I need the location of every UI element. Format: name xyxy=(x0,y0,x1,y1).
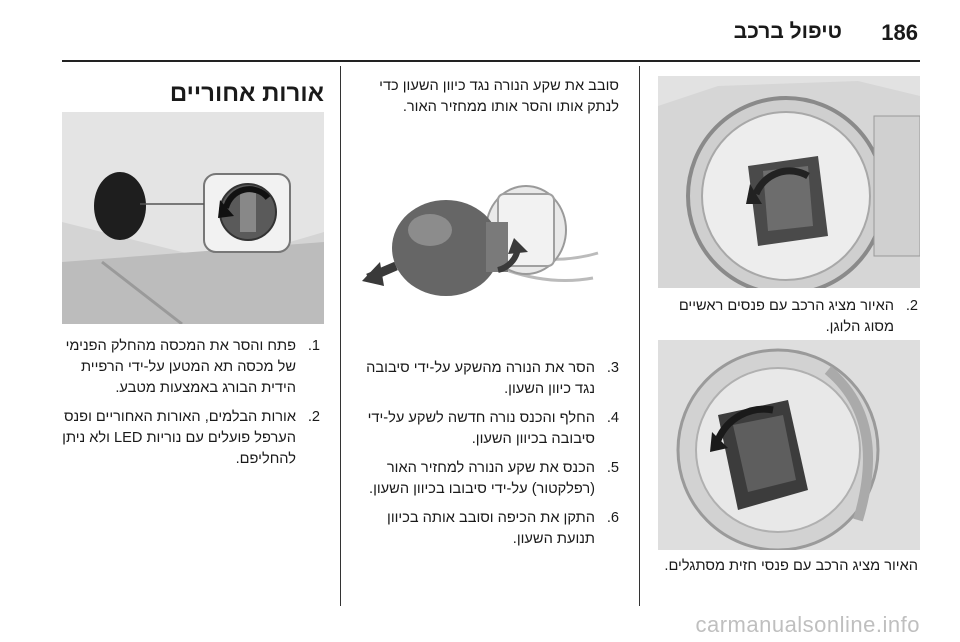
step-text: התקן את הכיפה וסובב אותה בכיוון תנועת השעון. xyxy=(387,510,595,547)
bulb-removal-illustration-icon xyxy=(358,138,620,348)
tail-light-access-icon xyxy=(62,112,324,324)
step-number: 1. xyxy=(307,338,320,354)
step-text: הסר את הנורה מהשקע על-ידי סיבובה נגד כיוון השעון. xyxy=(366,360,595,397)
page-header-title: טיפול ברכב xyxy=(733,20,842,43)
step-text: הכנס את שקע הנורה למחזיר האור (רפלקטור) על-ידי סיבובו בכיוון השעון. xyxy=(369,460,595,497)
step-text: אורות הבלמים, האורות האחוריים ופנס הערפל פועלים עם נוריות LED ולא ניתן להחליפם. xyxy=(62,409,296,467)
page-number: 186 xyxy=(881,20,918,45)
halogen-headlamp-photo xyxy=(658,76,920,288)
step-number: 5. xyxy=(606,460,619,476)
step-number: 2. xyxy=(307,409,320,425)
adaptive-headlamp-bulb-socket-icon xyxy=(658,340,920,550)
header-divider xyxy=(62,60,920,62)
step-text: פתח והסר את המכסה מהחלק הפנימי של מכסה תא המטען על-ידי הרפיית הידית הבורג באמצעות מטבע. xyxy=(65,338,296,396)
step-number: 4. xyxy=(606,410,619,426)
halogen-headlamp-bulb-socket-icon xyxy=(658,76,920,288)
step-number: 3. xyxy=(606,360,619,376)
step-text: החלף והכנס נורה חדשה לשקע על-ידי סיבובה בכיוון השעון. xyxy=(367,410,595,447)
step-number: 2. xyxy=(905,298,918,314)
adaptive-headlamp-photo xyxy=(658,340,920,550)
column-divider-left xyxy=(340,66,341,606)
column-divider-right xyxy=(639,66,640,606)
tail-light-photo xyxy=(62,112,324,324)
socket-removal-intro: סובב את שקע הנורה נגד כיוון השעון כדי לנתק אותו והסר אותו ממחזיר האור. xyxy=(379,78,619,115)
watermark: carmanualsonline.info xyxy=(695,612,920,637)
adaptive-caption: האיור מציג הרכב עם פנסי חזית מסתגלים. xyxy=(664,558,918,574)
section-title: אורות אחוריים xyxy=(169,80,324,107)
step-number: 6. xyxy=(606,510,619,526)
bulb-removal-photo xyxy=(358,138,620,348)
halogen-caption: האיור מציג הרכב עם פנסים ראשיים מסוג הלוגן. xyxy=(678,298,894,335)
